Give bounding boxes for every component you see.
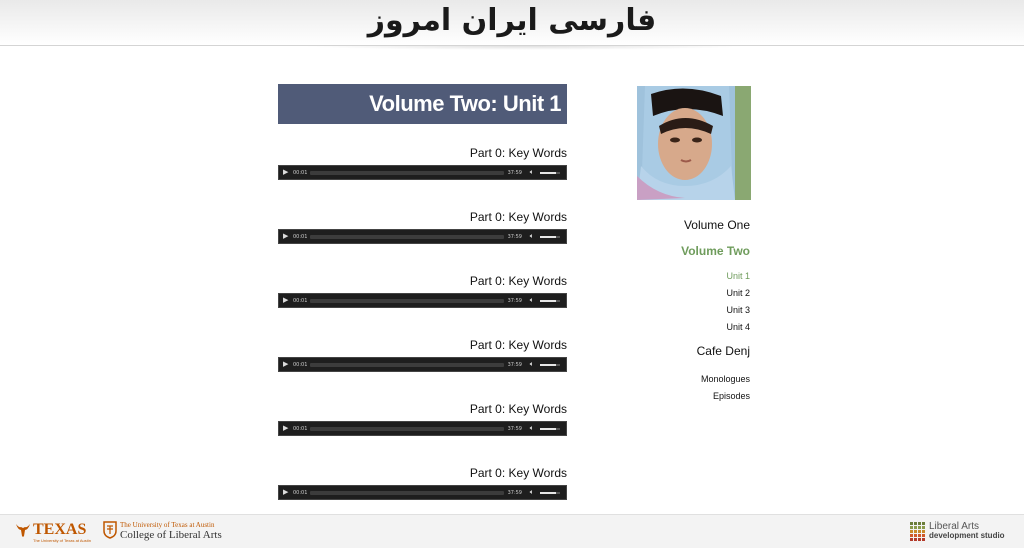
track-title: Part 0: Key Words [469, 466, 567, 480]
volume-icon[interactable]: 🔈︎ [529, 361, 534, 368]
lads-logo[interactable] [910, 521, 1010, 543]
nav-unit-2[interactable] [726, 283, 750, 301]
volume-icon[interactable]: 🔈︎ [529, 169, 534, 176]
volume-icon[interactable]: 🔈︎ [529, 489, 534, 496]
longhorn-icon [16, 522, 30, 538]
nav-volume-one[interactable] [684, 216, 750, 234]
cola-university-name: The University of Texas at Austin [120, 521, 215, 529]
volume-icon[interactable]: 🔈︎ [529, 297, 534, 304]
track-item [278, 274, 567, 308]
track-title: Part 0: Key Words [469, 274, 567, 288]
current-time: 00:01 [293, 170, 308, 176]
lads-subtitle: development studio [929, 531, 1005, 540]
current-time: 00:01 [293, 490, 308, 496]
texas-wordmark: TEXAS [33, 521, 87, 538]
nav-cafe-denj-label[interactable]: Cafe Denj [696, 344, 750, 358]
audio-player[interactable] [278, 357, 567, 372]
volume-slider[interactable] [540, 428, 560, 430]
volume-slider[interactable] [540, 364, 560, 366]
nav-monologues-label[interactable]: Monologues [700, 374, 750, 384]
duration: 37:59 [507, 426, 522, 432]
volume-slider[interactable] [540, 492, 560, 494]
track-item [278, 338, 567, 372]
duration: 37:59 [507, 362, 522, 368]
current-time: 00:01 [293, 234, 308, 240]
lads-grid-icon [910, 522, 928, 542]
nav-unit-3[interactable] [726, 300, 750, 318]
volume-slider[interactable] [540, 172, 560, 174]
volume-icon[interactable]: 🔈︎ [529, 233, 534, 240]
site-title[interactable]: فارسی ایران امروز [367, 3, 657, 38]
nav-unit-1-label[interactable]: Unit 1 [726, 271, 750, 281]
cola-college-name: College of Liberal Arts [120, 529, 222, 541]
track-title: Part 0: Key Words [469, 146, 567, 160]
volume-icon[interactable]: 🔈︎ [529, 425, 534, 432]
progress-rail[interactable] [310, 235, 504, 239]
nav-monologues[interactable] [701, 369, 750, 387]
play-icon[interactable]: ▶ [283, 169, 289, 176]
track-title: Part 0: Key Words [469, 402, 567, 416]
header-shadow [300, 46, 750, 50]
play-icon[interactable]: ▶ [283, 297, 289, 304]
audio-player[interactable] [278, 485, 567, 500]
nav-unit-4[interactable] [726, 317, 750, 335]
site-footer [0, 514, 1024, 548]
nav-volume-two[interactable] [681, 242, 750, 260]
volume-slider[interactable] [540, 300, 560, 302]
ut-seal-icon [103, 521, 117, 539]
track-title: Part 0: Key Words [469, 338, 567, 352]
volume-level [540, 428, 556, 430]
nav-unit-2-label[interactable]: Unit 2 [726, 288, 750, 298]
audio-player[interactable] [278, 165, 567, 180]
audio-player[interactable] [278, 229, 567, 244]
current-time: 00:01 [293, 426, 308, 432]
volume-slider[interactable] [540, 236, 560, 238]
texas-subtitle: The University of Texas at Austin [33, 538, 91, 543]
progress-rail[interactable] [310, 491, 504, 495]
track-item [278, 146, 567, 180]
current-time: 00:01 [293, 362, 308, 368]
track-item [278, 402, 567, 436]
nav-unit-1[interactable] [726, 266, 750, 284]
volume-level [540, 172, 556, 174]
current-time: 00:01 [293, 298, 308, 304]
audio-player[interactable] [278, 293, 567, 308]
nav-unit-4-label[interactable]: Unit 4 [726, 322, 750, 332]
duration: 37:59 [507, 234, 522, 240]
progress-rail[interactable] [310, 299, 504, 303]
volume-level [540, 364, 556, 366]
duration: 37:59 [507, 490, 522, 496]
track-item [278, 210, 567, 244]
nav-volume-one-label[interactable]: Volume One [683, 218, 750, 232]
volume-level [540, 300, 556, 302]
nav-episodes-label[interactable]: Episodes [712, 391, 750, 401]
duration: 37:59 [507, 170, 522, 176]
nav-episodes[interactable] [713, 386, 750, 404]
duration: 37:59 [507, 298, 522, 304]
nav-volume-two-label[interactable]: Volume Two [681, 244, 750, 258]
progress-rail[interactable] [310, 363, 504, 367]
audio-player[interactable] [278, 421, 567, 436]
progress-rail[interactable] [310, 171, 504, 175]
page-title: Volume Two: Unit 1 [278, 84, 567, 124]
play-icon[interactable]: ▶ [283, 233, 289, 240]
lads-name: Liberal Arts [929, 521, 980, 532]
play-icon[interactable]: ▶ [283, 489, 289, 496]
portrait-photo [637, 86, 751, 200]
nav-unit-3-label[interactable]: Unit 3 [726, 305, 750, 315]
track-title: Part 0: Key Words [469, 210, 567, 224]
nav-cafe-denj[interactable] [697, 342, 750, 360]
progress-rail[interactable] [310, 427, 504, 431]
portrait-illustration [637, 86, 751, 200]
play-icon[interactable]: ▶ [283, 361, 289, 368]
volume-level [540, 236, 556, 238]
track-item [278, 466, 567, 500]
site-header [0, 0, 1024, 46]
volume-level [540, 492, 556, 494]
play-icon[interactable]: ▶ [283, 425, 289, 432]
